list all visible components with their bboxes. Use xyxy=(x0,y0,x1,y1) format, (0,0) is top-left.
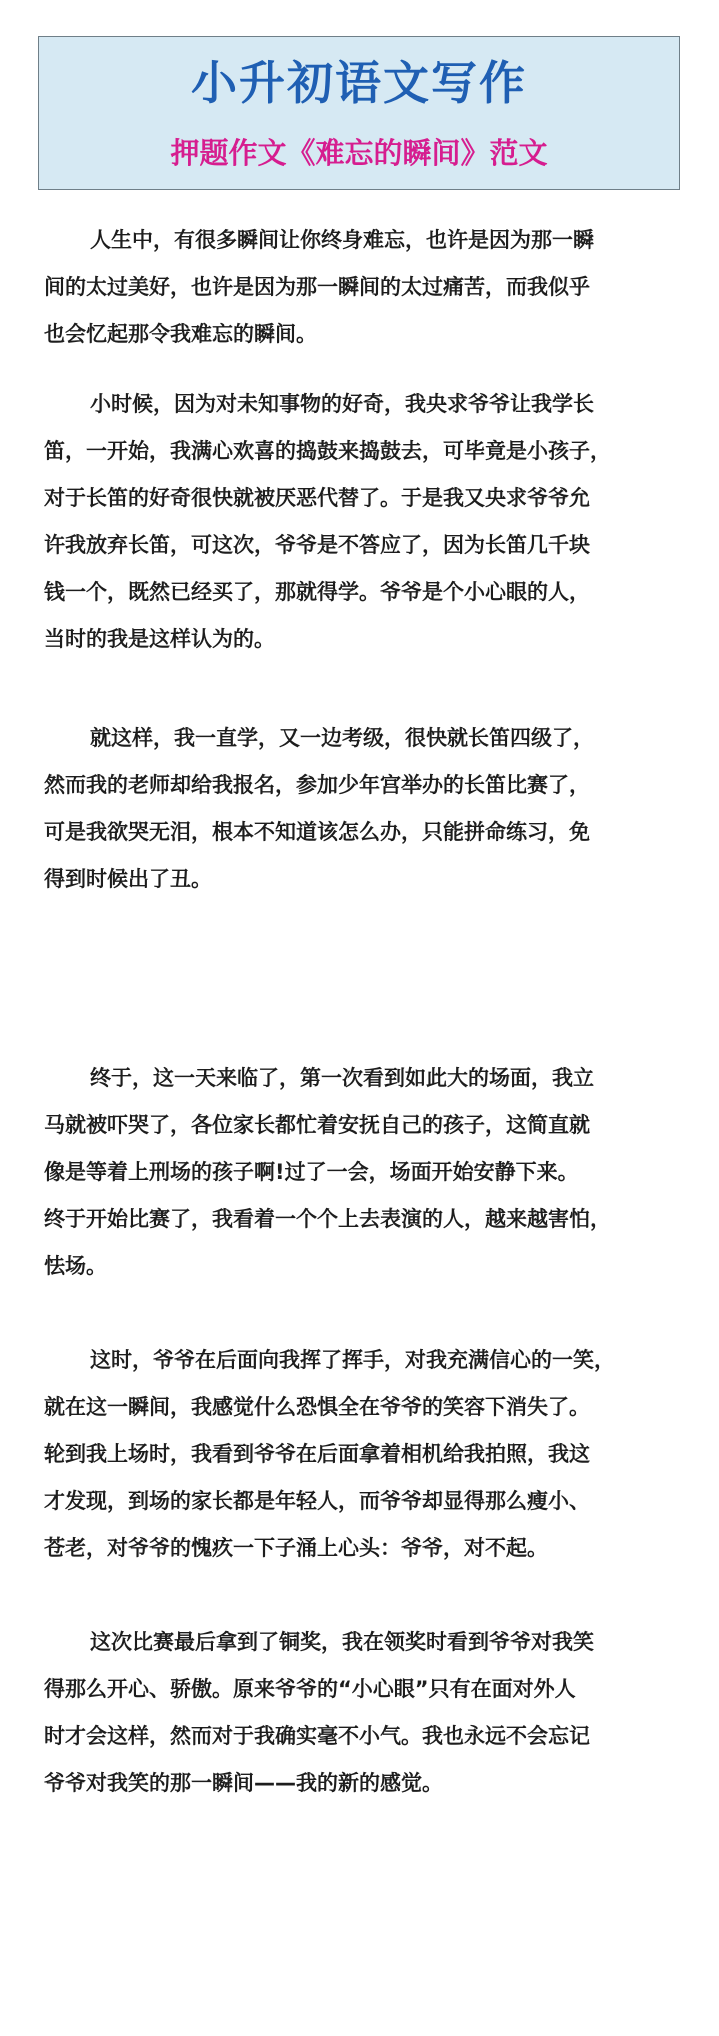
paragraph-line: 人生中，有很多瞬间让你终身难忘，也许是因为那一瞬 xyxy=(90,228,594,252)
paragraph-line: 当时的我是这样认为的。 xyxy=(44,627,275,651)
paragraph-line: 马就被吓哭了，各位家长都忙着安抚自己的孩子，这简直就 xyxy=(44,1113,590,1137)
paragraph-line: 苍老，对爷爷的愧疚一下子涌上心头：爷爷，对不起。 xyxy=(44,1536,548,1560)
paragraph-line: 得到时候出了丑。 xyxy=(44,867,212,891)
paragraph-line: 笛，一开始，我满心欢喜的捣鼓来捣鼓去，可毕竟是小孩子， xyxy=(44,439,611,463)
essay-subtitle: 押题作文《难忘的瞬间》范文 xyxy=(170,136,548,170)
title-banner xyxy=(38,36,680,190)
paragraph-line: 这次比赛最后拿到了铜奖，我在领奖时看到爷爷对我笑 xyxy=(90,1630,594,1654)
paragraph-line: 才发现，到场的家长都是年轻人，而爷爷却显得那么瘦小、 xyxy=(44,1489,590,1513)
paragraph-line: 可是我欲哭无泪，根本不知道该怎么办，只能拼命练习，免 xyxy=(44,820,590,844)
paragraph-3 xyxy=(44,715,682,903)
page-title: 小升初语文写作 xyxy=(191,56,527,110)
paragraph-line: 终于开始比赛了，我看着一个个上去表演的人，越来越害怕， xyxy=(44,1207,611,1231)
paragraph-2 xyxy=(44,381,682,663)
paragraph-line: 像是等着上刑场的孩子啊!过了一会，场面开始安静下来。 xyxy=(44,1160,579,1184)
paragraph-1 xyxy=(44,217,682,358)
paragraph-line: 就这样，我一直学，又一边考级，很快就长笛四级了， xyxy=(90,726,594,750)
paragraph-line: 钱一个，既然已经买了，那就得学。爷爷是个小心眼的人， xyxy=(44,580,590,604)
paragraph-line: 怯场。 xyxy=(44,1254,107,1278)
paragraph-line: 爷爷对我笑的那一瞬间——我的新的感觉。 xyxy=(44,1771,443,1795)
paragraph-line: 也会忆起那令我难忘的瞬间。 xyxy=(44,322,317,346)
paragraph-line: 这时，爷爷在后面向我挥了挥手，对我充满信心的一笑， xyxy=(90,1348,615,1372)
paragraph-line: 间的太过美好，也许是因为那一瞬间的太过痛苦，而我似乎 xyxy=(44,275,590,299)
paragraph-line: 许我放弃长笛，可这次，爷爷是不答应了，因为长笛几千块 xyxy=(44,533,590,557)
paragraph-4 xyxy=(44,1055,682,1290)
paragraph-line: 时才会这样，然而对于我确实毫不小气。我也永远不会忘记 xyxy=(44,1724,590,1748)
paragraph-6 xyxy=(44,1619,682,1807)
paragraph-line: 对于长笛的好奇很快就被厌恶代替了。于是我又央求爷爷允 xyxy=(44,486,590,510)
paragraph-line: 就在这一瞬间，我感觉什么恐惧全在爷爷的笑容下消失了。 xyxy=(44,1395,590,1419)
paragraph-line: 然而我的老师却给我报名，参加少年宫举办的长笛比赛了， xyxy=(44,773,590,797)
paragraph-line: 终于，这一天来临了，第一次看到如此大的场面，我立 xyxy=(90,1066,594,1090)
paragraph-line: 轮到我上场时，我看到爷爷在后面拿着相机给我拍照，我这 xyxy=(44,1442,590,1466)
paragraph-line: 得那么开心、骄傲。原来爷爷的“小心眼”只有在面对外人 xyxy=(44,1677,576,1701)
paragraph-line: 小时候，因为对未知事物的好奇，我央求爷爷让我学长 xyxy=(90,392,594,416)
paragraph-5 xyxy=(44,1337,682,1572)
